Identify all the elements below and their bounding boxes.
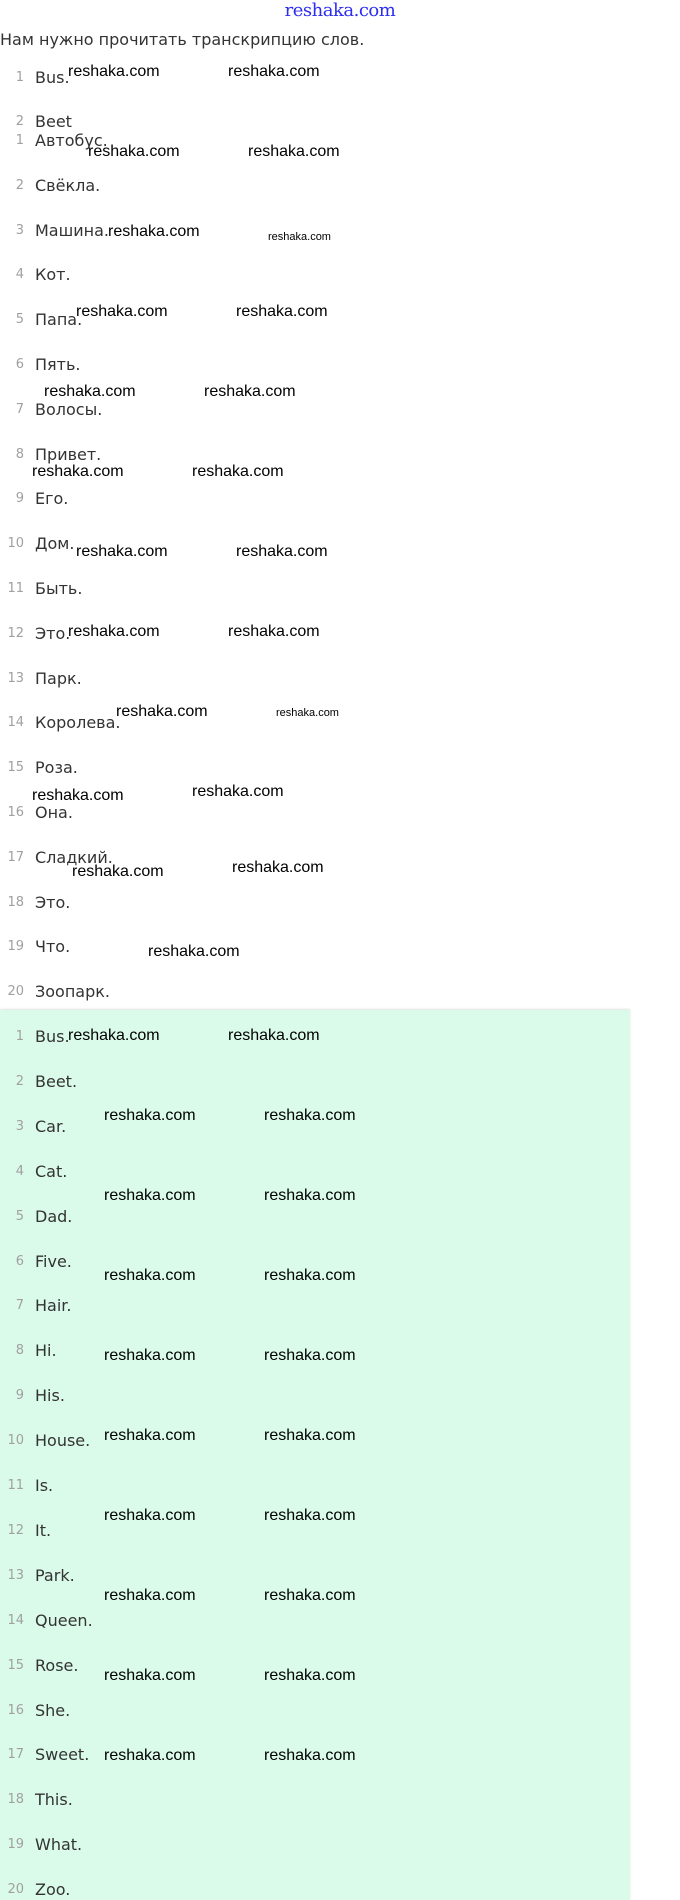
watermark-text: reshaka.com (104, 1747, 196, 1764)
row-number: 3 (15, 222, 24, 238)
row-word: Быть. (35, 579, 83, 598)
list-item (0, 1835, 620, 1855)
row-word: Роза. (35, 758, 78, 778)
row-word: Папа. (35, 310, 83, 330)
list-item (0, 1431, 620, 1451)
list-item (0, 1880, 620, 1900)
row-word: House. (35, 1431, 91, 1451)
watermark-text: reshaka.com (236, 543, 328, 560)
row-number: 15 (7, 1657, 24, 1673)
row-word: Зоопарк. (35, 982, 111, 1002)
row-word: Cat. (35, 1161, 68, 1181)
row-word: Beet (35, 112, 72, 131)
watermark-text: reshaka.com (88, 143, 180, 160)
list-item (0, 355, 620, 375)
row-number: 13 (7, 670, 24, 686)
watermark-text: reshaka.com (192, 783, 284, 800)
list-item (0, 1701, 620, 1721)
row-number: 15 (7, 760, 24, 776)
list-item (0, 1745, 620, 1765)
row-word: Rose. (35, 1655, 79, 1675)
row-number: 14 (7, 1612, 24, 1628)
list-item (0, 1341, 620, 1361)
row-word: Его. (35, 489, 69, 509)
row-word: Sweet. (35, 1745, 90, 1765)
row-number: 7 (15, 401, 24, 417)
row-word: What. (35, 1835, 83, 1855)
row-word: Bus. (35, 1027, 70, 1046)
watermark-text: reshaka.com (228, 1027, 320, 1044)
row-number: 16 (7, 1702, 24, 1718)
row-number: 4 (15, 267, 24, 283)
list-item (0, 1296, 620, 1316)
list-item (0, 265, 620, 285)
row-number: 18 (7, 1792, 24, 1808)
watermark-text: reshaka.com (264, 1747, 356, 1764)
row-number: 14 (7, 715, 24, 731)
row-word: Свёкла. (35, 175, 101, 195)
row-number: 20 (7, 1882, 24, 1898)
watermark-text: reshaka.com (72, 863, 164, 880)
watermark-text: reshaka.com (104, 1267, 196, 1284)
row-word: Королева. (35, 713, 121, 733)
list-item (0, 1386, 620, 1406)
row-number: 1 (15, 1029, 24, 1044)
watermark-text: reshaka.com (104, 1427, 196, 1444)
row-word: Queen. (35, 1610, 93, 1630)
row-word: Она. (35, 803, 73, 822)
row-number: 8 (15, 446, 24, 462)
row-number: 9 (15, 491, 24, 507)
list-item (0, 713, 620, 733)
row-number: 4 (15, 1163, 24, 1179)
row-number: 17 (7, 849, 24, 865)
row-word: Что. (35, 937, 71, 957)
row-number: 8 (15, 1343, 24, 1359)
row-number: 5 (15, 1208, 24, 1224)
row-word: Beet. (35, 1071, 78, 1091)
list-item (0, 400, 620, 420)
row-word: Dad. (35, 1206, 73, 1226)
site-logo: reshaka.com (284, 0, 396, 21)
row-number: 16 (7, 805, 24, 820)
row-number: 13 (7, 1567, 24, 1583)
watermark-text: reshaka.com (228, 63, 320, 80)
row-number: 10 (7, 536, 24, 552)
row-number: 18 (7, 894, 24, 910)
watermark-text: reshaka.com (228, 623, 320, 640)
list-item (0, 489, 620, 509)
watermark-text: reshaka.com (264, 1107, 356, 1124)
row-word: Пять. (35, 355, 81, 374)
task-text: Нам нужно прочитать транскрипцию слов. (0, 30, 365, 49)
list-item (0, 221, 620, 241)
cut-row-2 (0, 112, 630, 131)
list-item (0, 310, 620, 330)
watermark-text: reshaka.com (236, 303, 328, 320)
watermark-text: reshaka.com (276, 707, 339, 719)
list-item (0, 1656, 620, 1676)
watermark-text: reshaka.com (104, 1507, 196, 1524)
list-item (0, 534, 620, 554)
list-item (0, 1566, 620, 1586)
row-number: 20 (7, 984, 24, 1000)
watermark-text: reshaka.com (264, 1667, 356, 1684)
list-item (0, 1790, 620, 1810)
row-word: Волосы. (35, 399, 103, 419)
watermark-text: reshaka.com (204, 383, 296, 400)
list-item (0, 758, 620, 778)
watermark-text: reshaka.com (264, 1587, 356, 1604)
row-number: 2 (15, 114, 24, 129)
watermark-text: reshaka.com (248, 143, 340, 160)
watermark-text: reshaka.com (76, 543, 168, 560)
row-number: 7 (15, 1298, 24, 1314)
english-word-list (0, 1010, 630, 1900)
row-number: 2 (15, 1073, 24, 1089)
list-item (0, 982, 620, 1002)
row-word: Park. (35, 1565, 75, 1585)
row-number: 1 (15, 133, 24, 148)
row-word: Это. (35, 892, 71, 912)
watermark-text: reshaka.com (264, 1427, 356, 1444)
row-word: Is. (35, 1476, 54, 1495)
row-number: 19 (7, 939, 24, 955)
watermark-text: reshaka.com (264, 1347, 356, 1364)
watermark-text: reshaka.com (264, 1267, 356, 1284)
watermark-text: reshaka.com (104, 1107, 196, 1124)
list-item (0, 131, 620, 151)
list-item (0, 579, 620, 599)
watermark-text: reshaka.com (104, 1347, 196, 1364)
row-number: 3 (15, 1118, 24, 1134)
row-number: 17 (7, 1747, 24, 1763)
row-number: 6 (15, 357, 24, 372)
row-word: Это. (35, 623, 71, 643)
russian-word-list (0, 60, 630, 1010)
watermark-text: reshaka.com (116, 703, 208, 720)
row-number: 10 (7, 1433, 24, 1449)
watermark-text: reshaka.com (104, 1187, 196, 1204)
row-word: His. (35, 1386, 65, 1406)
watermark-text: reshaka.com (264, 1507, 356, 1524)
watermark-text: reshaka.com (192, 463, 284, 480)
row-word: Hair. (35, 1296, 72, 1316)
row-word: Five. (35, 1251, 72, 1271)
watermark-text: reshaka.com (32, 787, 124, 804)
watermark-text: reshaka.com (104, 1587, 196, 1604)
row-number: 11 (7, 1478, 24, 1493)
row-word: Car. (35, 1116, 67, 1136)
row-number: 2 (15, 177, 24, 193)
watermark-text: reshaka.com (264, 1187, 356, 1204)
row-word: Автобус. (35, 131, 108, 150)
list-item (0, 176, 620, 196)
row-number: 5 (15, 312, 24, 328)
list-item (0, 1476, 620, 1496)
list-item (0, 1252, 620, 1272)
list-item (0, 937, 620, 957)
watermark-text: reshaka.com (104, 1667, 196, 1684)
row-number: 12 (7, 625, 24, 641)
row-number: 12 (7, 1522, 24, 1538)
watermark-text: reshaka.com (76, 303, 168, 320)
row-word: She. (35, 1700, 71, 1720)
watermark-text: reshaka.com (148, 943, 240, 960)
list-item (0, 848, 620, 868)
watermark-text: reshaka.com (44, 383, 136, 400)
row-word: Машина. (35, 220, 109, 240)
row-word: Zoo. (35, 1880, 71, 1900)
watermark-text: reshaka.com (232, 859, 324, 876)
row-word: Привет. (35, 444, 102, 464)
row-number: 1 (15, 70, 24, 85)
row-word: Кот. (35, 265, 71, 285)
row-number: 11 (7, 581, 24, 596)
list-item (0, 1117, 620, 1137)
row-word: Парк. (35, 668, 82, 688)
row-number: 6 (15, 1253, 24, 1269)
watermark-text: reshaka.com (68, 63, 160, 80)
row-number: 9 (15, 1388, 24, 1404)
list-item (0, 624, 620, 644)
list-item (0, 1162, 620, 1182)
list-item (0, 445, 620, 465)
list-item (0, 893, 620, 913)
list-item (0, 803, 620, 823)
cut-row-1 (0, 68, 620, 88)
list-item (0, 669, 620, 689)
list-item (0, 1611, 620, 1631)
watermark-text: reshaka.com (108, 223, 200, 240)
row-word: Сладкий. (35, 847, 113, 867)
watermark-text: reshaka.com (68, 623, 160, 640)
list-item (0, 1072, 620, 1092)
row-word: Bus. (35, 68, 70, 87)
row-number: 19 (7, 1837, 24, 1853)
row-word: Дом. (35, 534, 75, 554)
row-word: This. (35, 1790, 73, 1810)
list-item (0, 1207, 620, 1227)
watermark-text: reshaka.com (268, 231, 331, 243)
row-word: Hi. (35, 1341, 57, 1361)
list-item (0, 1027, 620, 1047)
watermark-text: reshaka.com (32, 463, 124, 480)
list-item (0, 1521, 620, 1541)
watermark-text: reshaka.com (68, 1027, 160, 1044)
row-word: It. (35, 1520, 52, 1540)
